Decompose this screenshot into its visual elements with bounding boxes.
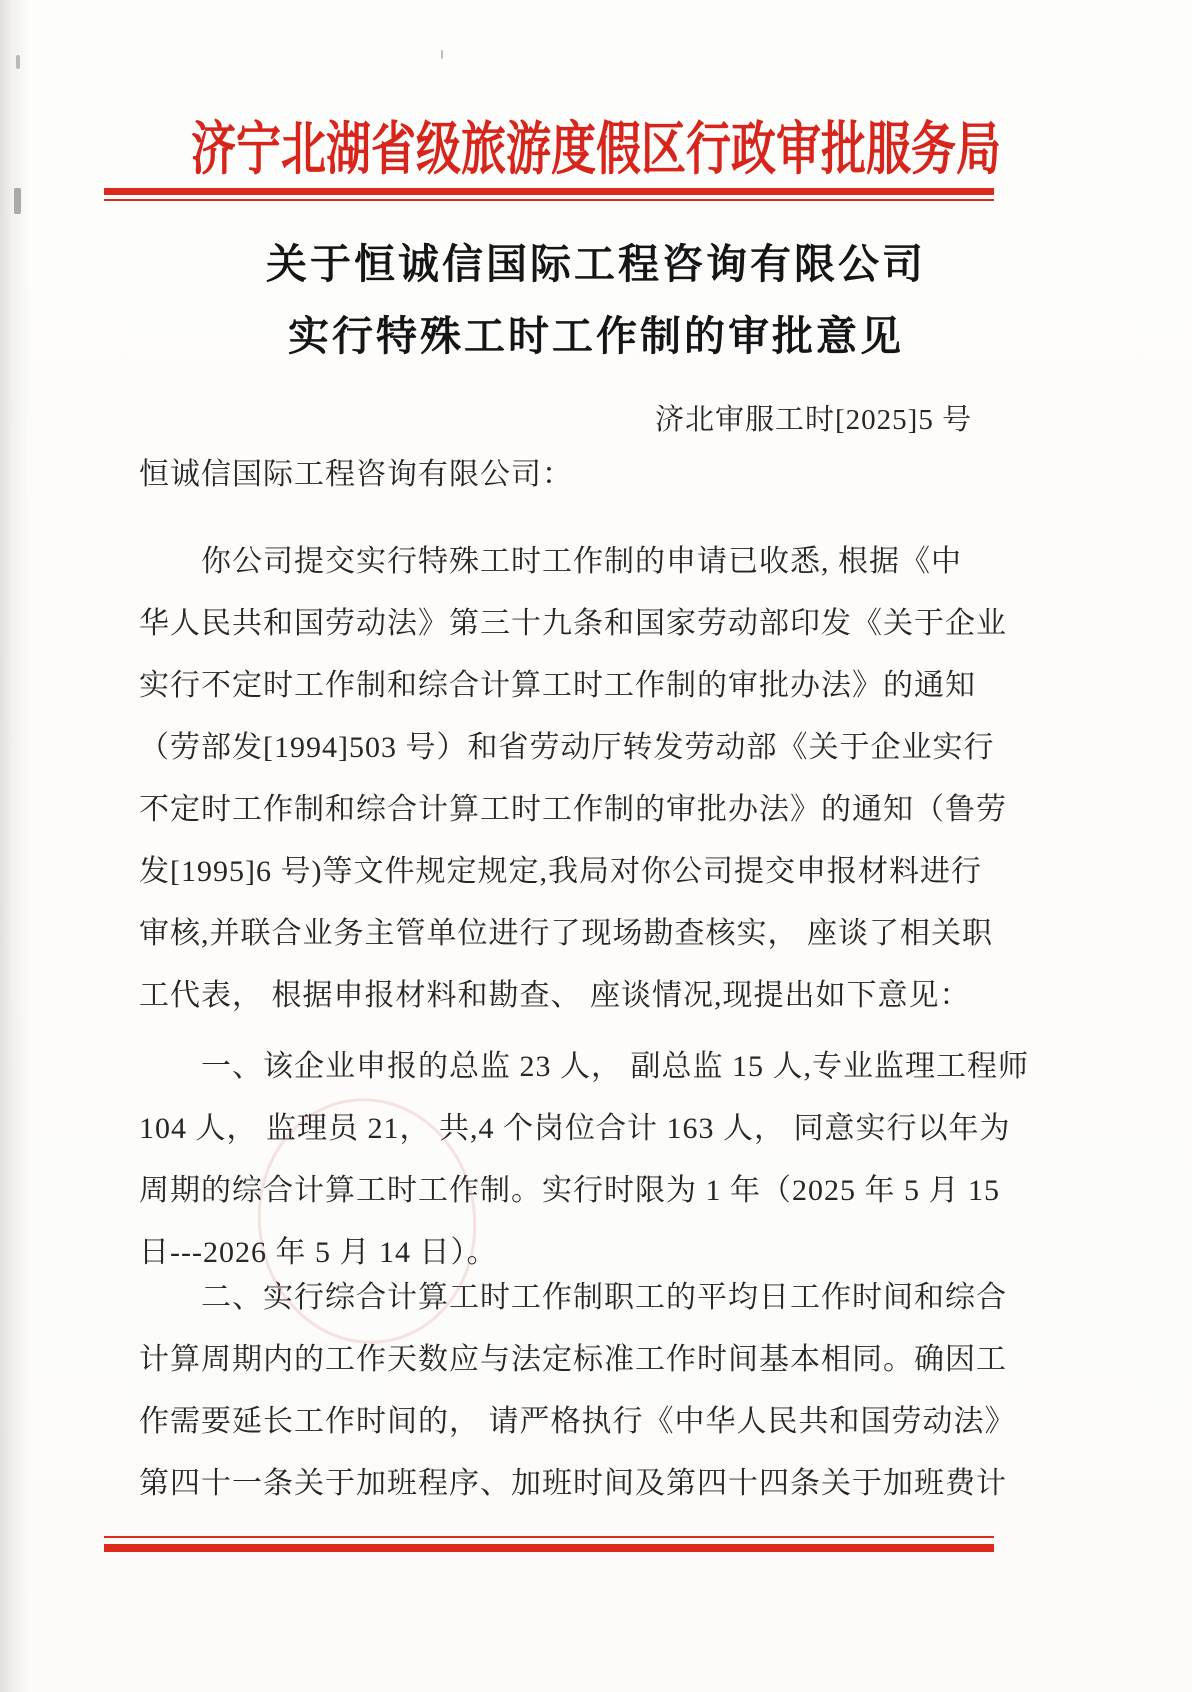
body-line: 不定时工作制和综合计算工时工作制的审批办法》的通知（鲁劳 — [139, 793, 1007, 826]
scan-speck — [14, 188, 21, 214]
body-line: 工代表， 根据申报材料和勘查、 座谈情况,现提出如下意见： — [139, 979, 971, 1012]
body-line: 发[1995]6 号)等文件规定规定,我局对你公司提交申报材料进行 — [139, 855, 982, 888]
body-line: 审核,并联合业务主管单位进行了现场勘查核实， 座谈了相关职 — [139, 917, 993, 950]
paragraph-3 — [139, 1267, 1016, 1515]
body-line: 第四十一条关于加班程序、加班时间及第四十四条关于加班费计 — [139, 1467, 1007, 1500]
footer-rule-thin — [104, 1536, 994, 1538]
document-title-line1: 关于恒诚信国际工程咨询有限公司 — [266, 241, 926, 287]
paragraph-1 — [139, 531, 1009, 1027]
scan-speck — [16, 55, 20, 69]
body-line: 一、该企业申报的总监 23 人， 副总监 15 人,专业监理工程师 — [201, 1050, 1029, 1083]
document-title-line2: 实行特殊工时工作制的审批意见 — [288, 313, 904, 359]
header-rule-thin — [104, 199, 994, 201]
body-line: 周期的综合计算工时工作制。实行时限为 1 年（2025 年 5 月 15 — [139, 1174, 1000, 1207]
document-number: 济北审服工时[2025]5 号 — [655, 404, 973, 436]
agency-header-title: 济宁北湖省级旅游度假区行政审批服务局 — [190, 117, 1001, 182]
body-line: 计算周期内的工作天数应与法定标准工作时间基本相同。确因工 — [139, 1343, 1007, 1376]
body-line: 二、实行综合计算工时工作制职工的平均日工作时间和综合 — [201, 1281, 1007, 1314]
body-line: 104 人， 监理员 21， 共,4 个岗位合计 163 人， 同意实行以年为 — [139, 1112, 1011, 1145]
body-line: 华人民共和国劳动法》第三十九条和国家劳动部印发《关于企业 — [139, 607, 1007, 640]
scan-speck — [441, 50, 443, 59]
header-rule-thick — [104, 188, 994, 195]
body-line: 你公司提交实行特殊工时工作制的申请已收悉, 根据《中 — [201, 545, 962, 578]
body-line: （劳部发[1994]503 号）和省劳动厅转发劳动部《关于企业实行 — [139, 731, 995, 764]
addressee-line: 恒诚信国际工程咨询有限公司： — [139, 458, 573, 491]
body-line: 作需要延长工作时间的， 请严格执行《中华人民共和国劳动法》 — [139, 1405, 1016, 1438]
body-line: 日---2026 年 5 月 14 日）。 — [139, 1236, 498, 1269]
footer-rule-thick — [104, 1544, 994, 1552]
body-line: 实行不定时工作制和综合计算工时工作制的审批办法》的通知 — [139, 669, 976, 702]
